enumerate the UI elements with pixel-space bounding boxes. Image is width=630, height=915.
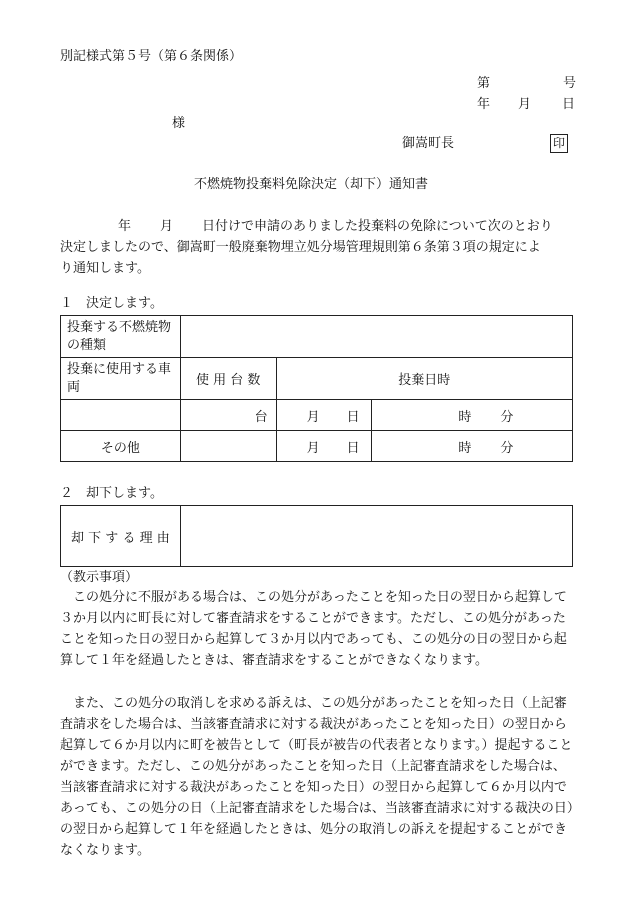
day-unit: 日 [346, 410, 360, 425]
notice-paragraph-2: また、この処分の取消しを求める訴えは、この処分があったことを知った日（上記審査請求をした場合は、当該審査請求に対する裁決があったことを知った日）の翌日から起算して６か月以内に町を被告として（町長が被告の代表者となります。）提起することができます。ただし、この処分があったことを知った日（上記審査請求をした場合は、当該審査請求に対する裁決があったことを知った日）の翌日から起算して６か月以内であっても、この処分の日（上記審査請求をした場合は、当該審査請求に対する裁決の日）の翌日から起算して１年を経過したときは、処分の取消しの訴えを提起することができなくなります。 [60, 696, 574, 858]
other-date-cell [276, 431, 372, 462]
table-row [61, 431, 573, 462]
date-cell [276, 400, 372, 431]
notice-paragraph-1: この処分に不服がある場合は、この処分があったことを知った日の翌日から起算して３か月以内に町長に対して審査請求をすることができます。ただし、この処分があったことを知った日の翌日から起算して３か月以内であっても、この処分の日の翌日から起算して１年を経過したときは、審査請求をすることができなくなります。 [60, 590, 567, 668]
decision-table [60, 315, 573, 462]
other-label: その他 [61, 431, 181, 462]
table-row [61, 316, 573, 358]
table-row [61, 506, 573, 567]
minute-unit: 分 [500, 410, 514, 425]
hour-unit: 時 [458, 410, 472, 425]
unit-dai: 台 [180, 400, 276, 431]
date-day: 日 [562, 97, 576, 112]
table-row [61, 358, 573, 400]
minute-unit: 分 [500, 441, 514, 456]
hour-unit: 時 [458, 441, 472, 456]
waste-type-label: 投棄する不燃焼物の種類 [61, 316, 181, 358]
section2-heading: ２ 却下します。 [60, 486, 163, 501]
dump-datetime-label: 投棄日時 [276, 358, 572, 400]
intro-year: 年 [118, 219, 132, 234]
day-unit: 日 [346, 441, 360, 456]
table-row [61, 400, 573, 431]
intro-line3: り通知します。 [60, 261, 150, 276]
intro-line2: 決定しましたので、御嵩町一般廃棄物埋立処分場管理規則第６条第３項の規定によ [60, 240, 541, 255]
vehicle-label: 投棄に使用する車両 [61, 358, 181, 400]
month-unit: 月 [306, 441, 320, 456]
vehicle-value [61, 400, 181, 431]
addressee-suffix: 様 [172, 116, 186, 131]
intro-line1: 日付けで申請のありました投棄料の免除について次のとおり [202, 219, 553, 234]
form-number: 別記様式第５号（第６条関係） [60, 49, 243, 64]
waste-type-value [180, 316, 572, 358]
usage-count-label: 使 用 台 数 [180, 358, 276, 400]
notice-heading: （教示事項） [60, 570, 139, 585]
time-cell [372, 400, 573, 431]
section1-heading: １ 決定します。 [60, 296, 163, 311]
rejection-reason-value [180, 506, 572, 567]
other-count-value [180, 431, 276, 462]
seal-mark: 印 [550, 134, 568, 153]
rejection-table [60, 505, 573, 567]
rejection-reason-label: 却 下 す る 理 由 [61, 506, 181, 567]
document-title: 不燃焼物投棄料免除決定（却下）通知書 [194, 177, 429, 192]
month-unit: 月 [306, 410, 320, 425]
number-go: 号 [563, 76, 577, 91]
other-time-cell [372, 431, 573, 462]
intro-month: 月 [160, 219, 174, 234]
issuer-name: 御嵩町長 [402, 136, 455, 151]
date-month: 月 [518, 97, 532, 112]
number-dai: 第 [477, 76, 491, 91]
date-year: 年 [477, 97, 491, 112]
